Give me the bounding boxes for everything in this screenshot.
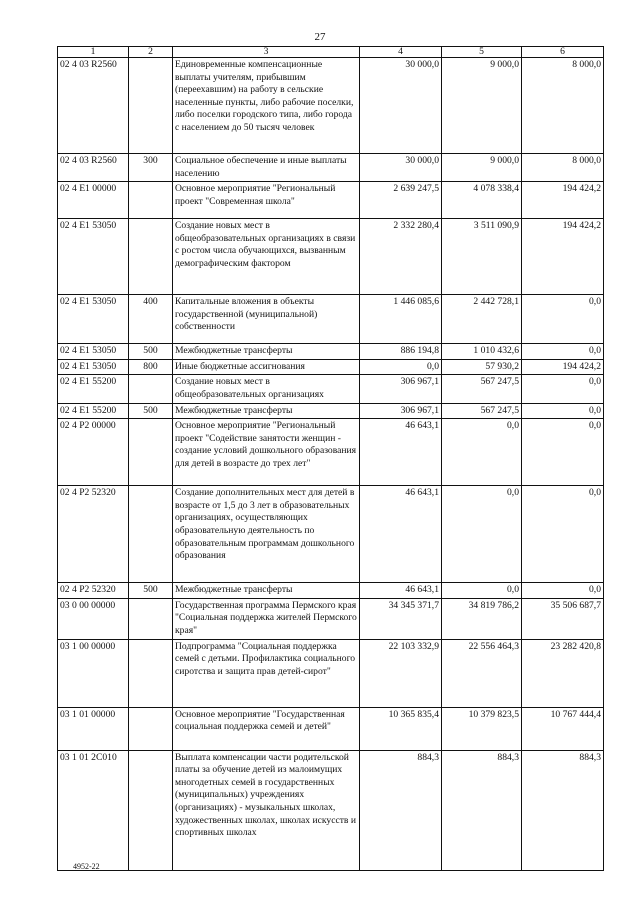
type-cell [129, 219, 173, 295]
value-col6-cell: 0,0 [522, 486, 604, 583]
value-col5-cell: 0,0 [442, 583, 522, 599]
value-col6-cell: 0,0 [522, 344, 604, 360]
value-col5-cell: 884,3 [442, 750, 522, 870]
value-col4-cell: 306 967,1 [360, 403, 442, 419]
value-col6-cell: 194 424,2 [522, 359, 604, 375]
code-cell: 02 4 E1 00000 [58, 182, 129, 219]
table-row [58, 359, 604, 375]
value-col4-cell: 34 345 371,7 [360, 598, 442, 639]
value-col4-cell: 2 332 280,4 [360, 219, 442, 295]
value-col4-cell: 10 365 835,4 [360, 707, 442, 750]
table-row [58, 219, 604, 295]
value-col4-cell: 1 446 085,6 [360, 295, 442, 344]
code-cell: 03 1 01 2С010 [58, 750, 129, 870]
value-col5-cell: 10 379 823,5 [442, 707, 522, 750]
code-cell: 03 1 01 00000 [58, 707, 129, 750]
value-col6-cell: 8 000,0 [522, 154, 604, 182]
value-col6-cell: 884,3 [522, 750, 604, 870]
value-col4-cell: 884,3 [360, 750, 442, 870]
code-cell: 02 4 03 R2560 [58, 58, 129, 154]
table-row [58, 344, 604, 360]
table-row [58, 295, 604, 344]
type-cell: 500 [129, 583, 173, 599]
table-row [58, 403, 604, 419]
type-cell [129, 598, 173, 639]
name-cell: Единовременные компенсационные выплаты учителям, прибывшим (переехавшим) на работу в сельские населенные пункты, либо рабочие поселки, либо поселки городского типа, либо города с населением до 50 тысяч человек [173, 58, 360, 154]
value-col4-cell: 46 643,1 [360, 486, 442, 583]
code-cell: 02 4 E1 55200 [58, 375, 129, 403]
value-col5-cell: 0,0 [442, 486, 522, 583]
code-cell: 02 4 P2 00000 [58, 419, 129, 486]
name-cell: Основное мероприятие "Региональный проект "Современная школа" [173, 182, 360, 219]
table-body [58, 58, 604, 871]
name-cell: Государственная программа Пермского края "Социальная поддержка жителей Пермского края" [173, 598, 360, 639]
table-row [58, 154, 604, 182]
table-row [58, 583, 604, 599]
code-cell: 02 4 E1 53050 [58, 295, 129, 344]
code-cell: 03 1 00 00000 [58, 639, 129, 707]
value-col4-cell: 22 103 332,9 [360, 639, 442, 707]
name-cell: Капитальные вложения в объекты государственной (муниципальной) собственности [173, 295, 360, 344]
value-col6-cell: 0,0 [522, 583, 604, 599]
value-col4-cell: 46 643,1 [360, 583, 442, 599]
column-header-4: 4 [360, 47, 442, 58]
name-cell: Межбюджетные трансферты [173, 583, 360, 599]
value-col5-cell: 2 442 728,1 [442, 295, 522, 344]
value-col5-cell: 57 930,2 [442, 359, 522, 375]
code-cell: 02 4 E1 55200 [58, 403, 129, 419]
value-col5-cell: 9 000,0 [442, 58, 522, 154]
column-header-3: 3 [173, 47, 360, 58]
value-col5-cell: 4 078 338,4 [442, 182, 522, 219]
type-cell: 800 [129, 359, 173, 375]
value-col5-cell: 22 556 464,3 [442, 639, 522, 707]
page-number: 27 [314, 31, 326, 43]
name-cell: Межбюджетные трансферты [173, 403, 360, 419]
value-col4-cell: 46 643,1 [360, 419, 442, 486]
value-col6-cell: 0,0 [522, 375, 604, 403]
code-cell: 02 4 E1 53050 [58, 219, 129, 295]
value-col5-cell: 34 819 786,2 [442, 598, 522, 639]
value-col4-cell: 2 639 247,5 [360, 182, 442, 219]
type-cell [129, 375, 173, 403]
value-col5-cell: 567 247,5 [442, 403, 522, 419]
table-row [58, 58, 604, 154]
name-cell: Создание дополнительных мест для детей в возрасте от 1,5 до 3 лет в образовательных организациях, осуществляющих образовательную деятельность по образовательным программам дошкольного образования [173, 486, 360, 583]
type-cell [129, 58, 173, 154]
value-col4-cell: 30 000,0 [360, 58, 442, 154]
code-cell: 02 4 E1 53050 [58, 359, 129, 375]
type-cell [129, 750, 173, 870]
document-id: 4952-22 [73, 862, 100, 871]
value-col6-cell: 0,0 [522, 403, 604, 419]
code-cell: 02 4 E1 53050 [58, 344, 129, 360]
table-row [58, 182, 604, 219]
budget-table [57, 46, 604, 871]
table-row [58, 750, 604, 870]
column-header-2: 2 [129, 47, 173, 58]
name-cell: Основное мероприятие "Государственная социальная поддержка семей и детей" [173, 707, 360, 750]
table-row [58, 419, 604, 486]
type-cell [129, 419, 173, 486]
name-cell: Подпрограмма "Социальная поддержка семей с детьми. Профилактика социального сиротства и защита прав детей-сирот" [173, 639, 360, 707]
value-col6-cell: 194 424,2 [522, 182, 604, 219]
value-col4-cell: 886 194,8 [360, 344, 442, 360]
value-col6-cell: 8 000,0 [522, 58, 604, 154]
value-col6-cell: 0,0 [522, 295, 604, 344]
value-col5-cell: 9 000,0 [442, 154, 522, 182]
name-cell: Выплата компенсации части родительской платы за обучение детей из малоимущих многодетных семей в государственных (муниципальных) учреждениях (организациях) - музыкальных школах, художественных школах, школах искусств и спортивных школах [173, 750, 360, 870]
code-cell: 03 0 00 00000 [58, 598, 129, 639]
value-col4-cell: 306 967,1 [360, 375, 442, 403]
value-col5-cell: 1 010 432,6 [442, 344, 522, 360]
type-cell [129, 639, 173, 707]
code-cell: 02 4 P2 52320 [58, 486, 129, 583]
name-cell: Создание новых мест в общеобразовательных организациях в связи с ростом числа обучающихся, вызванным демографическим фактором [173, 219, 360, 295]
value-col5-cell: 567 247,5 [442, 375, 522, 403]
type-cell [129, 486, 173, 583]
column-header-1: 1 [58, 47, 129, 58]
value-col6-cell: 35 506 687,7 [522, 598, 604, 639]
type-cell: 300 [129, 154, 173, 182]
column-header-6: 6 [522, 47, 604, 58]
code-cell: 02 4 03 R2560 [58, 154, 129, 182]
name-cell: Межбюджетные трансферты [173, 344, 360, 360]
type-cell: 500 [129, 403, 173, 419]
name-cell: Создание новых мест в общеобразовательных организациях [173, 375, 360, 403]
column-header-5: 5 [442, 47, 522, 58]
value-col5-cell: 0,0 [442, 419, 522, 486]
name-cell: Основное мероприятие "Региональный проект "Содействие занятости женщин - создание условий дошкольного образования для детей в возрасте до трех лет" [173, 419, 360, 486]
type-cell: 400 [129, 295, 173, 344]
name-cell: Социальное обеспечение и иные выплаты населению [173, 154, 360, 182]
value-col4-cell: 30 000,0 [360, 154, 442, 182]
value-col6-cell: 0,0 [522, 419, 604, 486]
name-cell: Иные бюджетные ассигнования [173, 359, 360, 375]
type-cell [129, 707, 173, 750]
table-row [58, 707, 604, 750]
value-col6-cell: 23 282 420,8 [522, 639, 604, 707]
table-header-row [58, 47, 604, 58]
table-row [58, 639, 604, 707]
value-col6-cell: 10 767 444,4 [522, 707, 604, 750]
value-col4-cell: 0,0 [360, 359, 442, 375]
value-col6-cell: 194 424,2 [522, 219, 604, 295]
type-cell [129, 182, 173, 219]
code-cell: 02 4 P2 52320 [58, 583, 129, 599]
table-row [58, 375, 604, 403]
type-cell: 500 [129, 344, 173, 360]
table-row [58, 486, 604, 583]
value-col5-cell: 3 511 090,9 [442, 219, 522, 295]
table-row [58, 598, 604, 639]
